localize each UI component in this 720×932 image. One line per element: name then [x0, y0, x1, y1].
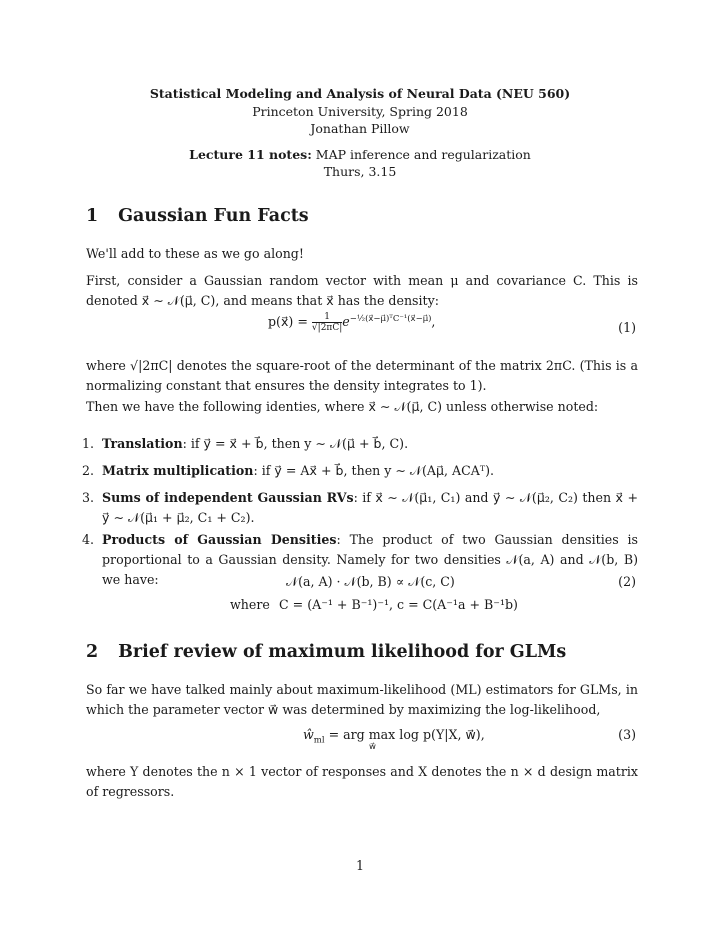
section-2-number: 2	[86, 642, 99, 662]
equation-3-argmax: = arg max	[328, 727, 396, 742]
page-number: 1	[355, 858, 364, 873]
equation-3-subscript: ml	[313, 735, 325, 746]
equation-3-rhs: log p(Y|X, w⃗),	[399, 727, 485, 742]
equation-1	[268, 312, 435, 333]
equation-1-numerator: 1	[312, 312, 342, 323]
section-1-heading	[86, 206, 309, 226]
course-title: Statistical Modeling and Analysis of Neural Data (NEU 560)	[149, 86, 571, 101]
list-item-label: Sums of independent Gaussian RVs	[102, 490, 354, 505]
list-item	[82, 461, 638, 481]
equation-2-number: (2)	[618, 574, 636, 589]
equation-3-lhs: ŵ	[303, 727, 314, 742]
list-item-label: Matrix multiplication	[102, 463, 254, 478]
list-item-number: 2.	[82, 463, 95, 478]
list-item-label: Translation	[102, 436, 183, 451]
list-item-number: 4.	[82, 532, 95, 547]
equation-1-lhs: p(x⃗) =	[268, 314, 308, 329]
equation-1-number: (1)	[618, 320, 636, 335]
list-item-text: : if y⃗ = Ax⃗ + b⃗, then y ∼ 𝒩(Aμ⃗, ACAᵀ).	[253, 463, 495, 478]
list-item-text: : if x⃗ ∼ 𝒩(μ⃗₁, C₁) and y⃗ ∼ 𝒩(μ⃗₂, C₂) then x⃗ + y⃗ ∼ 𝒩(μ⃗₁ + μ⃗₂, C₁ + C₂).	[102, 490, 639, 525]
equation-1-tail: ,	[431, 314, 436, 329]
section-2-paragraph-1: So far we have talked mainly about maximum-likelihood (ML) estimators for GLMs, in which the parameter vector w⃗ was determined by maximizing the log-likelihood,	[86, 682, 638, 717]
lecture-date: Thurs, 3.15	[323, 164, 397, 179]
equation-1-exponent: −½(x⃗−μ⃗)ᵀC⁻¹(x⃗−μ⃗)	[349, 313, 432, 324]
section-1-paragraph-3: where √|2πC| denotes the square-root of the determinant of the matrix 2πC. (This is a normalizing constant that ensures the density integrates to 1).	[86, 358, 638, 393]
section-1-title: Gaussian Fun Facts	[118, 206, 309, 226]
section-1-paragraph-1: We'll add to these as we go along!	[86, 246, 304, 261]
section-2-paragraph-2: where Y denotes the n × 1 vector of responses and X denotes the n × d design matrix of regressors.	[86, 764, 638, 799]
equation-2-where: where	[230, 597, 270, 612]
lecture-title: MAP inference and regularization	[315, 147, 531, 162]
university-line: Princeton University, Spring 2018	[252, 104, 468, 119]
list-item-label: Products of Gaussian Densities	[102, 532, 337, 547]
equation-3-argmax-subscript: w⃗	[369, 742, 376, 752]
list-item-text: : The product of two Gaussian densities is proportional to a Gaussian density. Namely for two densities 𝒩(a, A) and 𝒩(b, B) we have:	[102, 532, 638, 587]
list-item	[82, 488, 639, 528]
section-1-paragraph-2: First, consider a Gaussian random vector with mean μ and covariance C. This is denoted x⃗ ∼ 𝒩(μ⃗, C), and means that x⃗ has the density:	[86, 273, 638, 308]
list-item-number: 1.	[82, 436, 95, 451]
section-2-heading	[86, 642, 566, 662]
section-2-title: Brief review of maximum likelihood for GLMs	[118, 642, 567, 662]
section-1-paragraph-4: Then we have the following identies, where x⃗ ∼ 𝒩(μ⃗, C) unless otherwise noted:	[86, 399, 599, 414]
equation-3-number: (3)	[618, 727, 636, 742]
equation-2-line-1: 𝒩(a, A) · 𝒩(b, B) ∝ 𝒩(c, C)	[286, 574, 455, 589]
equation-1-fraction	[312, 312, 342, 333]
list-item	[82, 434, 638, 454]
list-item-text: : if y⃗ = x⃗ + b⃗, then y ∼ 𝒩(μ⃗ + b⃗, C).	[182, 436, 409, 451]
equation-1-denominator: √|2πC|	[311, 323, 343, 333]
list-item-number: 3.	[82, 490, 95, 505]
equation-3	[303, 727, 485, 746]
lecture-line	[0, 147, 720, 163]
section-1-number: 1	[86, 206, 99, 226]
lecture-label: Lecture 11 notes:	[189, 147, 312, 162]
author-line: Jonathan Pillow	[310, 121, 410, 136]
equation-1-exp-base: e	[342, 314, 350, 329]
equation-2-line-2: C = (A⁻¹ + B⁻¹)⁻¹, c = C(A⁻¹a + B⁻¹b)	[279, 597, 518, 612]
